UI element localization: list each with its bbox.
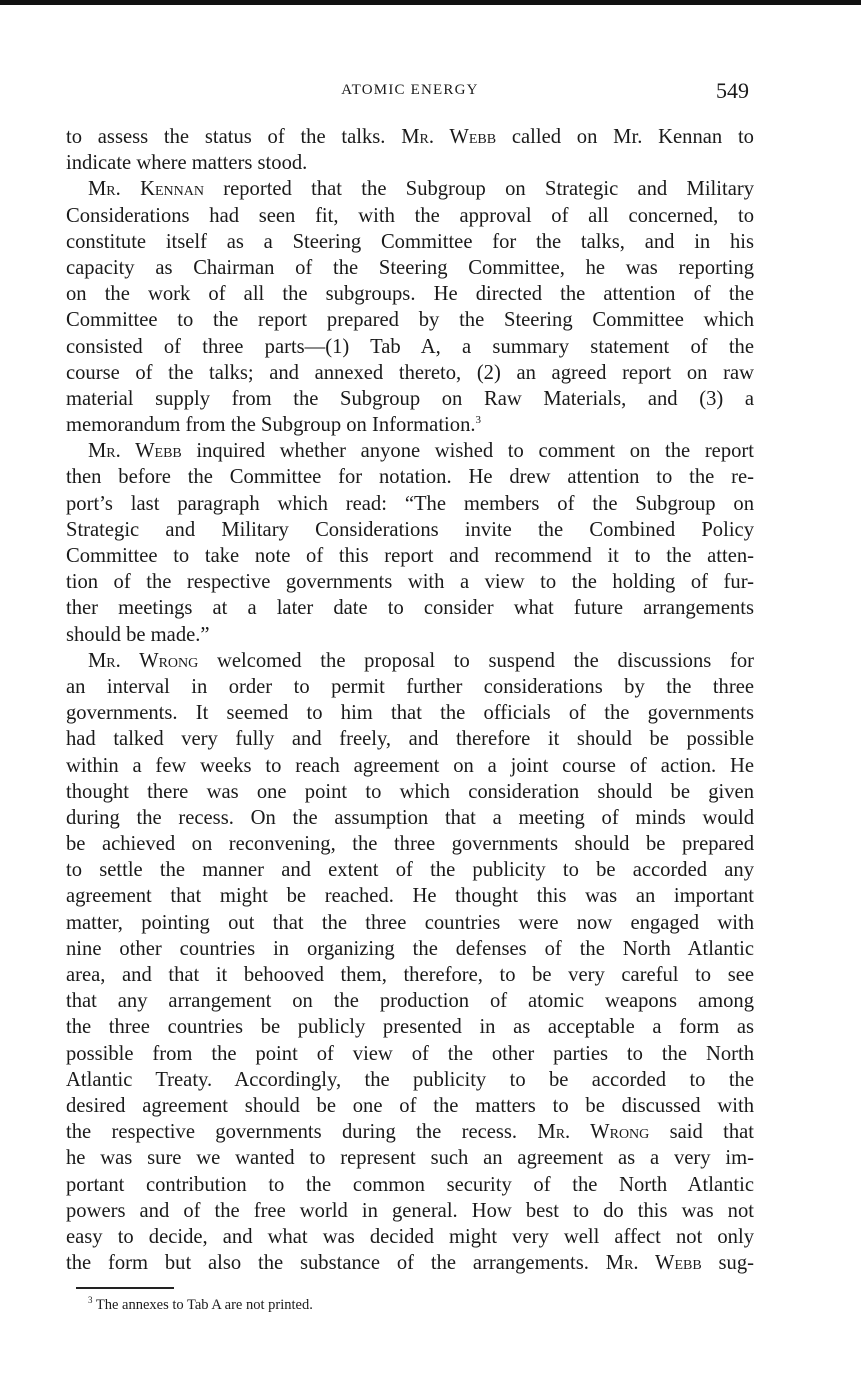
text-line: Considerations had seen fit, with the approval of all concerned, to	[66, 204, 754, 227]
text-line: port’s last paragraph which read: “The members of the Subgroup on	[66, 492, 754, 515]
speaker-name: Mr. Wrong	[88, 649, 199, 672]
footnote-marker: 3	[475, 414, 482, 427]
text-line: tion of the respective governments with a view to the holding of fur-	[66, 571, 754, 594]
text-line: course of the talks; and annexed thereto, (2) an agreed report on raw	[66, 361, 754, 384]
text-line: he was sure we wanted to represent such an agreement as a very im-	[66, 1147, 754, 1170]
text-line: constitute itself as a Steering Committee for the talks, and in his	[66, 230, 754, 253]
text-line: desired agreement should be one of the matters to be discussed with	[66, 1094, 754, 1117]
text-line: had talked very fully and freely, and therefore it should be possible	[66, 728, 754, 751]
footnote-number: 3	[88, 1295, 93, 1306]
body-text	[66, 124, 754, 1276]
text-line: governments. It seemed to him that the officials of the governments	[66, 702, 754, 725]
text-line: Committee to take note of this report and recommend it to the atten-	[66, 545, 754, 567]
text-line: during the recess. On the assumption that a meeting of minds would	[66, 806, 754, 829]
text-line: thought there was one point to which consideration should be given	[66, 780, 754, 803]
text-line: consisted of three parts—(1) Tab A, a summary statement of the	[66, 335, 754, 358]
top-border-rule	[0, 0, 861, 5]
text-line: easy to decide, and what was decided might very well affect not only	[66, 1225, 754, 1248]
text-line: material supply from the Subgroup on Raw Materials, and (3) a	[66, 387, 754, 410]
running-head-title: ATOMIC ENERGY	[341, 82, 479, 98]
text-line: indicate where matters stood.	[66, 152, 308, 175]
text-line: on the work of all the subgroups. He directed the attention of the	[66, 283, 754, 306]
text-line: an interval in order to permit further considerations by the three	[66, 675, 754, 698]
text-line: Mr. Wrong welcomed the proposal to suspend the discussions for	[88, 649, 755, 672]
text-line: matter, pointing out that the three countries were now engaged with	[66, 911, 754, 934]
text-line: ther meetings at a later date to consider what future arrangements	[66, 597, 754, 620]
text-line: then before the Committee for notation. He drew attention to the re-	[66, 466, 754, 489]
text-line: to settle the manner and extent of the publicity to be accorded any	[66, 859, 754, 882]
text-line: capacity as Chairman of the Steering Committee, he was reporting	[66, 256, 754, 279]
footnote-text: The annexes to Tab A are not printed.	[95, 1297, 313, 1313]
text-line: memorandum from the Subgroup on Information.$^3$	[66, 414, 482, 437]
text-line: nine other countries in organizing the defenses of the North Atlantic	[66, 937, 754, 960]
text-line: Committee to the report prepared by the Steering Committee which	[66, 309, 754, 332]
text-line: portant contribution to the common security of the North Atlantic	[66, 1173, 754, 1196]
text-line: powers and of the free world in general. How best to do this was not	[66, 1199, 754, 1222]
text-line: Atlantic Treaty. Accordingly, the publicity to be accorded to the	[66, 1068, 754, 1091]
speaker-name: Mr. Webb	[88, 440, 182, 463]
text-line: within a few weeks to reach agreement on a joint course of action. He	[66, 754, 754, 777]
running-head	[0, 78, 861, 108]
text-line: Mr. Webb inquired whether anyone wished to comment on the report	[88, 440, 754, 463]
text-line: the three countries be publicly presented in as acceptable a form as	[66, 1016, 754, 1039]
footnote-rule	[76, 1287, 174, 1289]
text-line: Strategic and Military Considerations invite the Combined Policy	[66, 518, 754, 541]
speaker-name: Mr. Kennan	[88, 178, 204, 201]
text-line: the form but also the substance of the arrangements. Mr. Webb sug-	[66, 1252, 754, 1275]
text-line: possible from the point of view of the other parties to the North	[66, 1042, 754, 1065]
speaker-name: Mr. Webb	[401, 126, 497, 148]
text-line: area, and that it behooved them, therefore, to be very careful to see	[66, 964, 754, 986]
text-line: be achieved on reconvening, the three governments should be prepared	[66, 833, 754, 856]
text-line: should be made.”	[66, 623, 210, 646]
page-number: 549	[716, 78, 749, 103]
speaker-name: Mr. Wrong	[537, 1121, 650, 1144]
text-line: agreement that might be reached. He thought this was an important	[66, 885, 754, 908]
text-line: the respective governments during the recess. Mr. Wrong said that	[66, 1121, 755, 1144]
text-line: Mr. Kennan reported that the Subgroup on Strategic and Military	[88, 178, 755, 201]
text-line: that any arrangement on the production of atomic weapons among	[66, 990, 754, 1013]
text-line: to assess the status of the talks. Mr. Webb called on Mr. Kennan to	[66, 126, 754, 148]
speaker-name: Mr. Webb	[605, 1252, 702, 1275]
footnote	[88, 1297, 313, 1314]
